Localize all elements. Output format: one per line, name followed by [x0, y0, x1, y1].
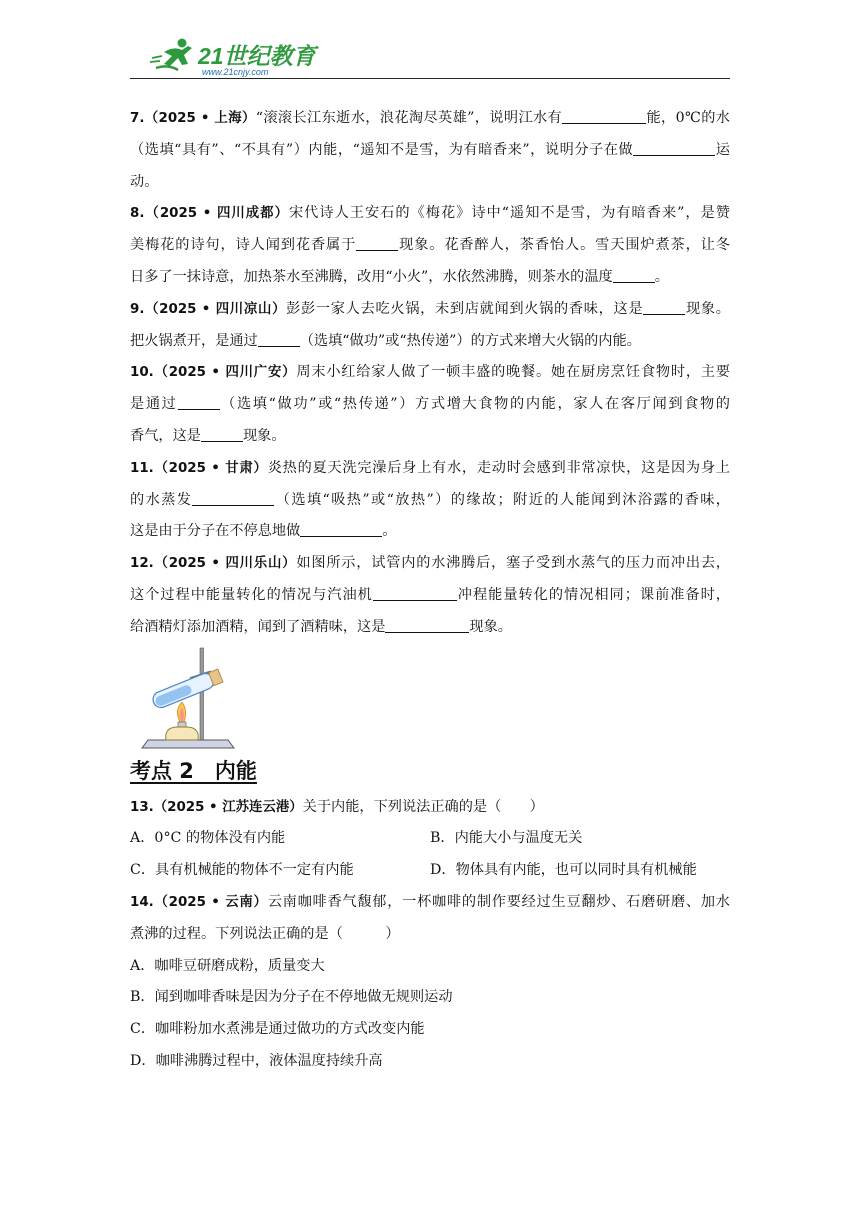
runner-icon: [150, 39, 192, 71]
answer-blank[interactable]: [613, 268, 655, 283]
document-body: [130, 103, 730, 1078]
q14-line-1: 14.（2025 • 云南）云南咖啡香气馥郁，一杯咖啡的制作要经过生豆翻炒、石磨研磨、加水: [130, 893, 730, 910]
q7-line-3: 动。: [130, 173, 159, 190]
q10-line-1: 10.（2025 • 四川广安）周末小红给家人做了一顿丰盛的晚餐。她在厨房烹饪食物时，主要: [130, 364, 730, 381]
answer-blank[interactable]: [385, 618, 469, 633]
q10-line-3: 香气，这是 现象。: [130, 427, 286, 444]
option-b[interactable]: B．闻到咖啡香味是因为分子在不停地做无规则运动: [130, 989, 453, 1006]
option-a[interactable]: A．0°C 的物体没有内能: [130, 830, 286, 847]
option-c[interactable]: C．咖啡粉加水煮沸是通过做功的方式改变内能: [130, 1021, 425, 1038]
q11-line-2: 的水蒸发 （选填“吸热”或“放热”）的缘故；附近的人能闻到沐浴露的香味，: [130, 491, 730, 508]
test-tube-apparatus-icon: [130, 644, 240, 752]
answer-blank[interactable]: [562, 109, 646, 124]
answer-blank[interactable]: [356, 236, 398, 251]
section-heading: 考点 2 内能: [130, 758, 257, 783]
q11-line-1: 11.（2025 • 甘肃）炎热的夏天洗完澡后身上有水，走动时会感到非常凉快，这是因为身上: [130, 459, 730, 476]
q13-stem: 13.（2025 • 江苏连云港）关于内能，下列说法正确的是（ ）: [130, 798, 544, 815]
option-a[interactable]: A．咖啡豆研磨成粉，质量变大: [130, 957, 325, 974]
q13-options-row-1: [130, 823, 730, 855]
answer-blank[interactable]: [633, 141, 715, 156]
q8-line-3: 日多了一抹诗意，加热茶水至沸腾，改用“小火”，水依然沸腾，则茶水的温度 。: [130, 268, 669, 285]
option-b[interactable]: B．内能大小与温度无关: [430, 830, 583, 847]
q8-line-1: 8.（2025 • 四川成都）宋代诗人王安石的《梅花》诗中“遥知不是雪，为有暗香来”，是赞: [130, 205, 730, 222]
q14-line-2: 煮沸的过程。下列说法正确的是（ ）: [130, 925, 400, 942]
answer-blank[interactable]: [201, 427, 243, 442]
page-header: [130, 0, 730, 79]
q13-options-row-2: [130, 855, 730, 887]
q7-line-1: 7.（2025 • 上海）“滚滚长江东逝水，浪花淘尽英雄”，说明江水有 能，0℃的水: [130, 110, 730, 126]
header-divider: [130, 78, 730, 79]
answer-blank[interactable]: [258, 331, 300, 346]
answer-blank[interactable]: [300, 522, 382, 537]
q8-line-2: 美梅花的诗句，诗人闻到花香属于 现象。花香醉人，茶香怡人。雪天围炉煮茶，让冬: [130, 237, 730, 254]
answer-blank[interactable]: [192, 490, 274, 505]
answer-blank[interactable]: [643, 300, 685, 315]
q11-line-3: 这是由于分子在不停息地做 。: [130, 523, 397, 540]
answer-blank[interactable]: [373, 586, 457, 601]
q12-line-1: 12.（2025 • 四川乐山）如图所示，试管内的水沸腾后，塞子受到水蒸气的压力而冲出去，: [130, 555, 730, 572]
q9-line-2: 把火锅煮开，是通过 （选填“做功”或“热传递”）的方式来增大火锅的内能。: [130, 332, 641, 349]
option-d[interactable]: D．物体具有内能，也可以同时具有机械能: [430, 862, 697, 879]
figure-test-tube-heating: [130, 644, 730, 754]
option-c[interactable]: C．具有机械能的物体不一定有内能: [130, 862, 354, 879]
q9-line-1: 9.（2025 • 四川凉山）彭彭一家人去吃火锅，未到店就闻到火锅的香味，这是 现象。: [130, 300, 730, 317]
option-d[interactable]: D．咖啡沸腾过程中，液体温度持续升高: [130, 1052, 383, 1069]
answer-blank[interactable]: [178, 395, 220, 410]
q7-line-2: （选填“具有”、“不具有”）内能，“遥知不是雪，为有暗香来”，说明分子在做 运: [130, 141, 730, 158]
logo: [144, 34, 344, 78]
logo-text: 21世纪教育: [198, 43, 316, 69]
q10-line-2: 是通过 （选填“做功”或“热传递”）方式增大食物的内能，家人在客厅闻到食物的: [130, 396, 730, 413]
logo-url: www.21cnjy.com: [202, 67, 269, 77]
q12-line-2: 这个过程中能量转化的情况与汽油机 冲程能量转化的情况相同；课前准备时，: [130, 586, 730, 603]
q12-line-3: 给酒精灯添加酒精，闻到了酒精味，这是 现象。: [130, 618, 512, 635]
